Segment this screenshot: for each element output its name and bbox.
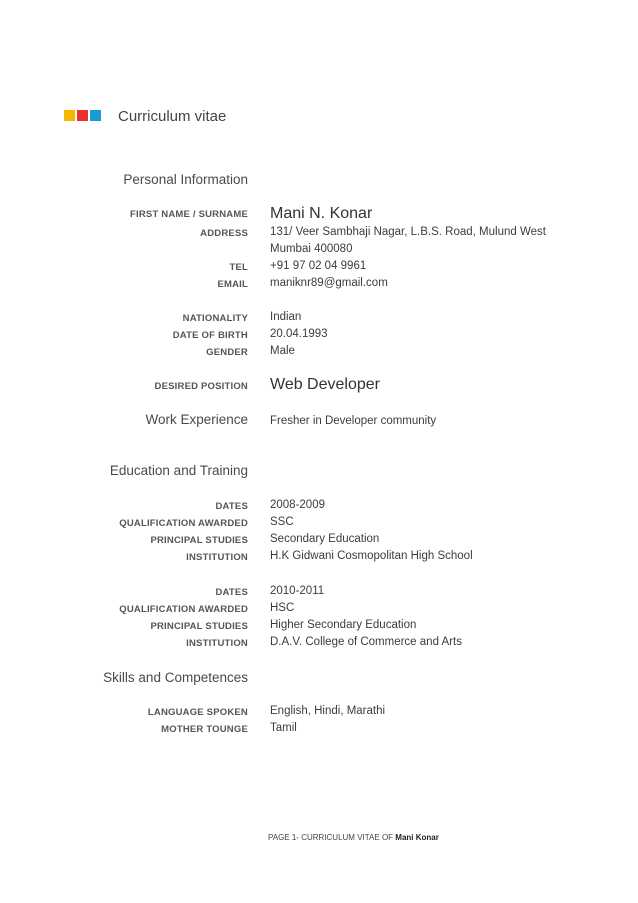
logo-square-blue (90, 110, 101, 121)
language-spoken-value: English, Hindi, Marathi (270, 705, 386, 717)
logo-square-yellow (64, 110, 75, 121)
edu2-studies-label: PRINCIPAL STUDIES (150, 621, 248, 632)
edu1-dates-label: DATES (215, 501, 248, 512)
logo-square-red (77, 110, 88, 121)
edu1-qualification-label: QUALIFICATION AWARDED (119, 518, 248, 529)
address-line-2: Mumbai 400080 (270, 243, 353, 255)
name-label: FIRST NAME / SURNAME (130, 209, 248, 220)
edu2-qualification-label: QUALIFICATION AWARDED (119, 604, 248, 615)
edu1-institution-value: H.K Gidwani Cosmopolitan High School (270, 550, 473, 562)
edu2-institution-value: D.A.V. College of Commerce and Arts (270, 636, 462, 648)
section-personal-information: Personal Information (123, 172, 248, 187)
section-skills-competences: Skills and Competences (103, 670, 248, 685)
edu1-qualification-value: SSC (270, 516, 294, 528)
address-line-1: 131/ Veer Sambhaji Nagar, L.B.S. Road, Mulund West (270, 226, 546, 238)
section-education-training: Education and Training (109, 463, 248, 478)
edu1-institution-label: INSTITUTION (186, 552, 248, 563)
edu1-studies-label: PRINCIPAL STUDIES (150, 535, 248, 546)
edu1-dates-value: 2008-2009 (270, 499, 325, 511)
edu2-dates-label: DATES (215, 587, 248, 598)
tel-label: TEL (229, 262, 248, 273)
desired-position-value: Web Developer (270, 376, 380, 393)
tel-value: +91 97 02 04 9961 (270, 260, 367, 272)
edu2-studies-value: Higher Secondary Education (270, 619, 417, 631)
gender-label: GENDER (206, 347, 248, 358)
nationality-label: NATIONALITY (182, 313, 248, 324)
edu2-dates-value: 2010-2011 (270, 585, 325, 597)
email-label: EMAIL (217, 279, 248, 290)
email-value[interactable]: maniknr89@gmail.com (270, 277, 388, 289)
document-title: Curriculum vitae (118, 108, 227, 125)
footer-name: Mani Konar (395, 833, 439, 842)
section-work-experience: Work Experience (145, 412, 248, 427)
footer-prefix: PAGE 1- CURRICULUM VITAE OF (268, 833, 394, 842)
language-spoken-label: LANGUAGE SPOKEN (147, 707, 248, 718)
nationality-value: Indian (270, 311, 302, 323)
dob-value: 20.04.1993 (270, 328, 328, 340)
desired-position-label: DESIRED POSITION (154, 381, 248, 392)
page-footer (268, 833, 439, 842)
mother-tongue-label: MOTHER TOUNGE (161, 724, 248, 735)
dob-label: DATE OF BIRTH (172, 330, 248, 341)
gender-value: Male (270, 345, 295, 357)
mother-tongue-value: Tamil (270, 722, 297, 734)
edu2-institution-label: INSTITUTION (186, 638, 248, 649)
address-label: ADDRESS (200, 228, 248, 239)
work-experience-value: Fresher in Developer community (270, 415, 437, 427)
edu1-studies-value: Secondary Education (270, 533, 380, 545)
edu2-qualification-value: HSC (270, 602, 295, 614)
full-name: Mani N. Konar (270, 205, 373, 222)
